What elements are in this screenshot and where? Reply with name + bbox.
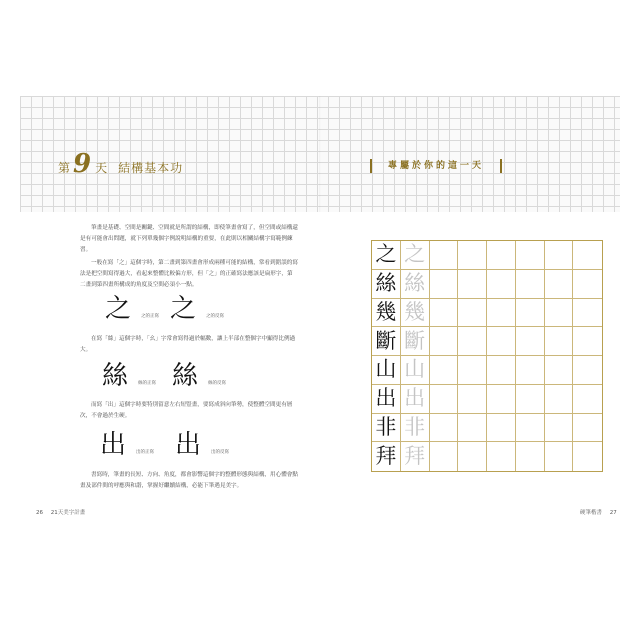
paragraph-5: 書寫時，筆畫的長短、方向、角度，都會影響這個字的整體形態與結構，用心體會點畫及部件間的呼應與和諧，掌握好繼續結構，必能下筆遇見美字。 [80,472,298,489]
practice-empty-cell [430,299,459,328]
practice-trace-char: 山 [401,356,430,385]
example-caption: 絲的反寫 [208,381,227,386]
example-zhi-right [170,296,224,322]
example-glyph: 之 [105,294,132,324]
example-si-wrong [102,363,156,389]
paragraph-1: 筆畫是基礎、空間是關鍵、空間就是所謂的結構，即使筆畫會寫了，但空間或結構還是有可能會出問題，就下列單幾個字例說明結構的重要，在此則以相關結構字寫範例練習。 [80,225,298,253]
practice-empty-cell [458,270,487,299]
practice-empty-cell [430,414,459,443]
practice-empty-cell [430,356,459,385]
practice-empty-cell [458,385,487,414]
practice-empty-cell [487,327,516,356]
practice-empty-cell [458,241,487,270]
example-caption: 絲的正寫 [138,381,157,386]
practice-empty-cell [458,442,487,471]
practice-trace-char: 拜 [401,442,430,471]
practice-empty-cell [545,270,574,299]
practice-empty-cell [545,414,574,443]
example-glyph: 出 [175,430,202,460]
example-caption: 之的正寫 [141,314,160,319]
practice-empty-cell [430,270,459,299]
left-footer [36,508,85,516]
closing-paragraph [80,470,298,492]
intro-paragraph [80,223,298,256]
practice-empty-cell [573,442,602,471]
practice-model-char: 斷 [372,327,401,356]
practice-empty-cell [545,299,574,328]
slogan-banner: 專屬於你的這一天 [370,159,502,173]
practice-empty-cell [430,327,459,356]
practice-empty-cell [487,442,516,471]
practice-empty-cell [516,270,545,299]
example-zhi-wrong [105,296,159,322]
practice-empty-cell [573,327,602,356]
practice-empty-cell [487,356,516,385]
practice-empty-cell [516,356,545,385]
paragraph-3: 在寫「絲」這個字時，「幺」字常會寫得過於幅數，讓上半部在整個字中顯得比例過大。 [80,336,296,353]
chu-paragraph [80,400,298,422]
right-page-number: 27 [609,510,617,516]
practice-empty-cell [458,356,487,385]
example-chu-wrong [100,432,154,458]
right-footer [580,508,617,516]
practice-empty-cell [487,385,516,414]
example-glyph: 之 [170,294,197,324]
example-caption: 之的反寫 [206,314,225,319]
example-chu-right [175,432,229,458]
practice-model-char: 出 [372,385,401,414]
practice-empty-cell [430,442,459,471]
practice-empty-cell [458,327,487,356]
practice-empty-cell [487,414,516,443]
practice-trace-char: 非 [401,414,430,443]
example-caption: 出的反寫 [211,450,230,455]
example-caption: 出的正寫 [136,450,155,455]
paragraph-2: 一般在寫「之」這個字時，第二畫到第四畫會形成兩種可能的結構，常看到錯誤的寫法是把空間寫得過大，看起來整體比較偏方形，但「之」的正確寫法應該是扁形字，第二畫到第四畫所構成的角度及空間必須小一點。 [80,260,298,288]
practice-empty-cell [458,414,487,443]
practice-empty-cell [516,385,545,414]
day-suffix: 天 [95,161,108,175]
right-running-title: 硬筆楷書 [580,510,603,516]
si-paragraph [80,334,298,356]
practice-empty-cell [516,299,545,328]
example-glyph: 絲 [102,361,129,391]
left-page-number: 26 [36,510,43,516]
practice-trace-char: 之 [401,241,430,270]
day-number: 9 [73,149,92,179]
practice-empty-cell [545,385,574,414]
practice-model-char: 拜 [372,442,401,471]
practice-empty-cell [487,270,516,299]
practice-empty-cell [516,241,545,270]
day-topic: 結構基本功 [118,161,184,175]
practice-empty-cell [516,414,545,443]
practice-empty-cell [545,327,574,356]
practice-grid [371,240,603,472]
practice-trace-char: 斷 [401,327,430,356]
practice-trace-char: 出 [401,385,430,414]
practice-empty-cell [573,385,602,414]
practice-empty-cell [545,241,574,270]
practice-empty-cell [430,241,459,270]
practice-empty-cell [430,385,459,414]
practice-model-char: 幾 [372,299,401,328]
day-title [58,149,184,180]
practice-model-char: 之 [372,241,401,270]
practice-empty-cell [573,241,602,270]
day-prefix: 第 [58,161,71,175]
practice-empty-cell [487,241,516,270]
example-glyph: 出 [100,430,127,460]
book-spread [20,96,620,536]
example-si-right [172,363,226,389]
practice-empty-cell [516,327,545,356]
practice-model-char: 絲 [372,270,401,299]
practice-trace-char: 幾 [401,299,430,328]
page-gutter [319,96,321,212]
practice-empty-cell [573,356,602,385]
left-running-title: 21天美字計畫 [50,510,86,516]
practice-model-char: 山 [372,356,401,385]
practice-empty-cell [545,442,574,471]
practice-empty-cell [545,356,574,385]
practice-empty-cell [573,414,602,443]
practice-empty-cell [516,442,545,471]
practice-model-char: 非 [372,414,401,443]
paragraph-4: 而寫「出」這個字時要特別留意左右短豎畫，要寫成斜向筆勢，使整體空間更有層次，不會過於生硬。 [80,402,293,419]
practice-trace-char: 絲 [401,270,430,299]
practice-empty-cell [573,299,602,328]
practice-empty-cell [458,299,487,328]
practice-empty-cell [573,270,602,299]
example-glyph: 絲 [172,361,199,391]
zhi-paragraph [80,258,298,291]
practice-empty-cell [487,299,516,328]
